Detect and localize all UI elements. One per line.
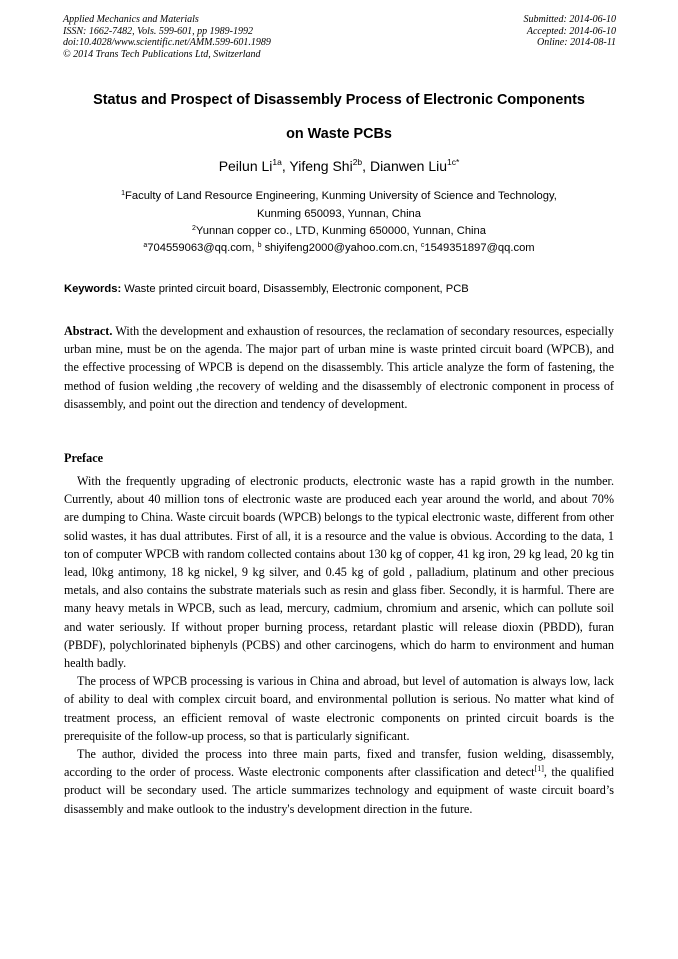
- author-list: Peilun $Li^{1a}$, Yifeng Shi$^{2b}$, Dianwen Liu$^{1c*}$: [218, 157, 460, 174]
- submitted-date: Submitted: 2014-06-10: [523, 14, 616, 25]
- affiliation-2: [40, 224, 638, 238]
- journal-name: Applied Mechanics and Materials: [63, 14, 199, 25]
- paper-title-line-2: on Waste PCBs: [286, 126, 392, 142]
- affiliation-text: Yunnan copper co., LTD, Kunming 650000, Yunnan, China: [195, 225, 486, 237]
- affiliation-1-line-1: [40, 189, 638, 203]
- preface-paragraph-3: [64, 745, 614, 818]
- affiliation-1-line-2: Kunming 650093, Yunnan, China: [256, 208, 421, 220]
- section-heading-preface: Preface: [64, 451, 104, 465]
- keywords: [64, 282, 616, 296]
- keywords-text: Waste printed circuit board, Disassembly, Electronic component, PCB: [121, 283, 469, 295]
- header-dates: [416, 14, 616, 49]
- doi-line: doi:10.4028/www.scientific.net/AMM.599-601.1989: [63, 37, 271, 48]
- affiliation-mark: 1: [121, 190, 126, 197]
- email-address: 704559063@qq.com,: [147, 242, 258, 254]
- email-mark: b: [257, 242, 262, 249]
- preface-body: [64, 472, 614, 818]
- paragraph-text: , the qualified product will be secondary used. The article summarizes technology and equipment of waste circuit board’s disassembly and make outlook to the industry's development direction in the future.: [64, 765, 614, 816]
- issn-line: ISSN: 1662-7482, Vols. 599-601, pp 1989-1992: [63, 25, 253, 37]
- accepted-date: Accepted: 2014-06-10: [526, 25, 616, 37]
- email-mark: a: [143, 242, 148, 249]
- citation-reference: [1]: [534, 764, 544, 774]
- email-address: shiyifeng2000@yahoo.com.cn,: [261, 242, 421, 254]
- email-address: 1549351897@qq.com: [424, 242, 535, 254]
- online-date: Online: 2014-08-11: [537, 37, 616, 48]
- header-publication-info: [63, 14, 383, 60]
- author-affiliation-mark: 2b: [352, 157, 363, 167]
- abstract-label: Abstract.: [64, 324, 113, 338]
- email-mark: c: [420, 242, 425, 249]
- abstract: [64, 322, 614, 413]
- preface-paragraph-1: With the frequently upgrading of electronic products, electronic waste has a rapid growth in the number. Currently, about 40 million tons of electronic waste are produced each year around the world, and about 70% are dumping to China. Waste circuit boards (WPCB) belongs to the typical electronic waste, different from other solid wastes, it has dual attributes. First of all, it is a resource and the value is obvious. According to the data, 1 ton of computer WPCB with random collected contains about 130 kg of copper, 41 kg iron, 29 kg lead, 20 kg tin lead, l0kg antimony, 18 kg nickel, 9 kg silver, and 0.45 kg of gold , palladium, platinum and other precious metals, and also contains the substrate materials such as resin and glass fiber. Secondly, it is harmful. There are many heavy metals in WPCB, such as lead, mercury, cadmium, chromium and arsenic, which can pollute soil and water seriously. If without proper burning process, retardant plastic will release dioxin (PBDD), furan (PBDF), polychlorinated biphenyls (PCBS) and other carcinogens, which do harm to environment and human health badly.: [64, 474, 614, 671]
- author-name: Peilun Li: [218, 158, 273, 174]
- abstract-text: With the development and exhaustion of resources, the reclamation of secondary resources, especially urban mine, must be on the agenda. The major part of urban mine is waste printed circuit board (WPCB), and the effective processing of WPCB is depend on the disassembly. This article analyze the form of fastening, the method of fusion welding ,the recovery of welding and the disassembly of electronic component in process of disassembly, and point out the direction and tendency of development.: [64, 324, 614, 411]
- author-name: Yifeng Shi: [289, 158, 353, 174]
- author-affiliation-mark: 1c*: [447, 157, 460, 167]
- author-name: Dianwen Liu: [369, 158, 448, 174]
- paragraph-text: The author, divided the process into three main parts, fixed and transfer, fusion welding, disassembly, according to the order of process. Waste electronic components after classification and detect: [64, 747, 614, 780]
- paper-title-line-1: Status and Prospect of Disassembly Process of Electronic Components: [93, 92, 585, 108]
- author-affiliation-mark: 1a: [272, 157, 282, 167]
- preface-paragraph-2: The process of WPCB processing is various in China and abroad, but level of automation is always low, lack of ability to deal with complex circuit board, and environmental pollution is serious. No matter what kind of treatment process, an efficient removal of waste electronic components on printed circuit boards is the prerequisite of the follow-up process, so that is particularly significant.: [64, 674, 614, 743]
- keywords-label: Keywords:: [64, 283, 122, 295]
- affiliation-text: Faculty of Land Resource Engineering, Kunming University of Science and Technology,: [125, 190, 557, 202]
- copyright-line: © 2014 Trans Tech Publications Ltd, Switzerland: [63, 48, 261, 60]
- author-emails: [40, 241, 638, 255]
- affiliation-mark: 2: [192, 225, 196, 232]
